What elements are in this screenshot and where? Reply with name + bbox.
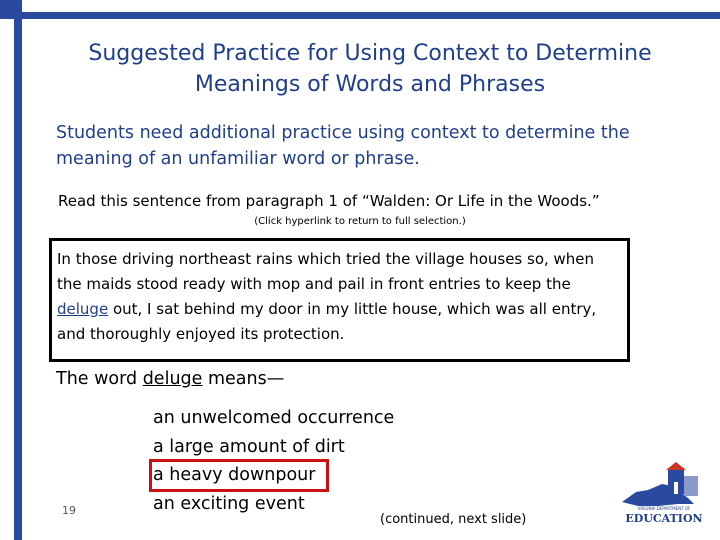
corner-square [0,0,14,12]
answer-options [151,404,451,518]
passage-text-after: out, I sat behind my door in my little house, which was all entry, and thoroughly enjoyed its protection. [57,300,597,343]
question-stem [56,366,456,392]
logo-line-1: VIRGINIA DEPARTMENT OF [637,506,691,511]
slide-title [40,38,700,100]
question-prefix: The word [56,369,143,389]
answer-option[interactable]: an unwelcomed occurrence [153,408,395,428]
intro-text: Students need additional practice using context to determine the meaning of an unfamiliar word or phrase. [56,123,630,169]
vdoe-logo-icon [618,462,710,524]
read-instruction: Read this sentence from paragraph 1 of “Walden: Or Life in the Woods.” [58,192,600,210]
answer-option-selected[interactable]: a heavy downpour [151,461,327,490]
slide-title-line-1: Suggested Practice for Using Context to Determine [88,41,652,66]
answer-option[interactable]: an exciting event [153,493,305,514]
question-word: deluge [142,369,203,389]
slide-number: 19 [62,504,76,517]
question-suffix: means— [202,369,285,389]
left-accent-bar [14,0,22,540]
slide-title-line-2: Meanings of Words and Phrases [194,72,546,97]
logo-line-2: EDUCATION [625,512,703,524]
passage-box [49,238,630,362]
hyperlink-note: (Click hyperlink to return to full selection.) [254,216,466,227]
continued-note: (continued, next slide) [380,512,527,527]
answer-option[interactable]: a large amount of dirt [153,436,345,457]
deluge-hyperlink[interactable]: deluge [57,300,109,318]
top-accent-bar [0,12,720,19]
passage-text-before: In those driving northeast rains which tried the village houses so, when the maids stood ready with mop and pail in front entries to keep the [57,250,595,293]
